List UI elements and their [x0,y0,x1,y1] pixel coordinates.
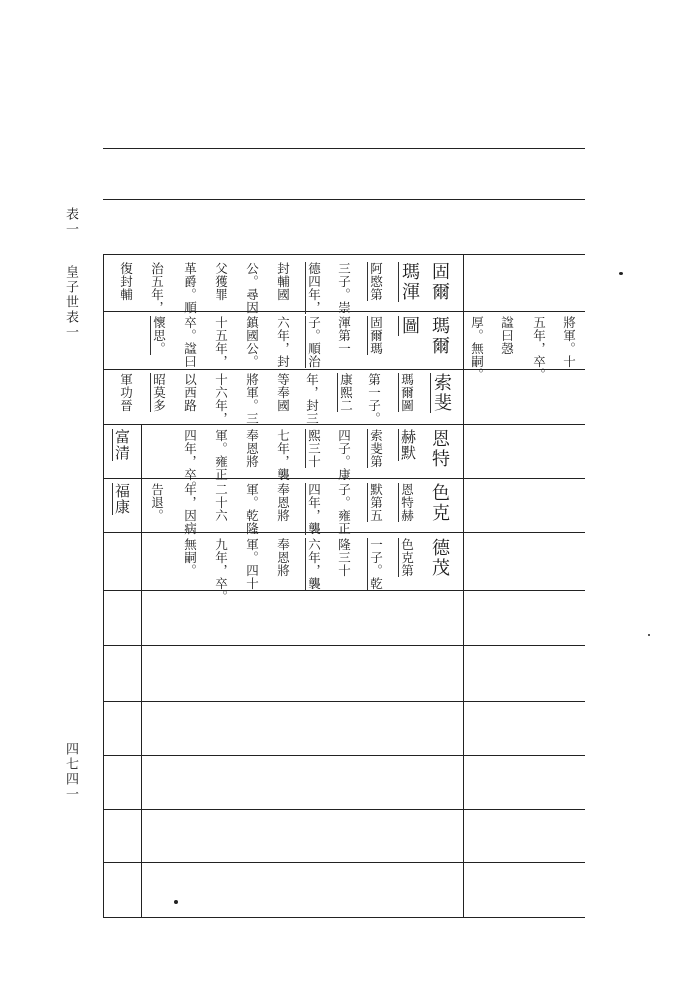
cell-text: 二十六 [213,483,229,522]
name-ma-hun: 瑪渾 [399,262,420,302]
table-rule [103,424,585,425]
name-fu-kang: 福康 [113,483,131,515]
cell-text: 固爾瑪 [368,316,384,355]
cell-text: 厚。無嗣。 [469,316,485,381]
cell-text: 昭莫多 [151,373,167,412]
cell-text: 瑪爾圖 [399,373,415,412]
scan-speck [174,900,178,904]
margin-subtitle: 皇子世表一 [63,265,78,340]
name-ma-er: 瑪爾 [429,316,450,356]
table-col-rule [463,254,464,917]
cell-text: 無嗣。 [182,538,198,577]
cell-text: 子。雍正 [336,483,352,535]
cell-text: 四年，卒。 [182,429,198,494]
cell-text: 三子。崇 [336,262,352,314]
cell-text: 六年，襲 [306,538,322,590]
table-col-rule [141,424,142,917]
cell-text: 將軍。十 [561,316,577,368]
table-rule [103,862,585,863]
cell-text: 子。順治 [306,316,322,368]
cell-text: 懷思。 [151,316,167,355]
table-rule [103,645,585,646]
cell-text: 十五年， [213,316,229,368]
cell-text: 軍。四十 [244,538,260,590]
scan-speck [648,634,650,636]
cell-text: 渾第一 [336,316,352,355]
cell-text: 四年，襲 [306,483,322,535]
cell-text: 阿愍第 [368,262,384,301]
table-rule [103,809,585,810]
table-rule [103,369,585,370]
name-tu: 圖 [399,316,420,336]
table-rule [103,254,585,255]
name-en-te: 恩特 [429,429,450,469]
name-suo-fei: 索斐 [431,373,452,413]
table-top-rule [103,148,585,149]
table-rule [103,755,585,756]
cell-text: 奉恩將 [275,483,291,522]
cell-text: 將軍。三 [244,373,260,425]
name-de-mao: 德茂 [429,538,450,578]
cell-text: 封輔國 [275,262,291,301]
cell-text: 第一子。 [366,373,382,425]
cell-text: 九年，卒。 [213,538,229,603]
table-rule [103,199,585,200]
scan-speck [619,272,623,275]
cell-text: 父獲罪 [213,262,229,301]
cell-text: 公。尋因 [244,262,260,314]
cell-text: 軍。雍正 [213,429,229,481]
table-bottom-rule [103,917,585,918]
cell-text: 康熙二 [338,373,354,412]
cell-text: 以西路 [182,373,198,412]
name-gu-er: 固爾 [429,262,450,302]
cell-text: 奉恩將 [275,538,291,577]
cell-text: 卒。諡曰 [182,316,198,368]
cell-text: 年，因病 [182,483,198,535]
cell-text: 熙三十 [306,429,322,468]
cell-text: 年，封三 [304,373,320,425]
cell-text: 恩特赫 [399,483,415,522]
cell-text: 索斐第 [368,429,384,468]
cell-text: 德四年， [306,262,322,314]
cell-text: 隆三十 [336,538,352,577]
cell-text: 六年，封 [275,316,291,368]
cell-text: 告退。 [149,483,165,522]
name-se-ke: 色克 [429,483,450,523]
cell-text: 鎮國公。 [244,316,260,368]
table-rule [103,590,585,591]
cell-text: 一子。乾 [368,538,384,590]
cell-text: 復封輔 [118,262,134,301]
cell-text: 四子。康 [336,429,352,481]
cell-text: 十六年， [213,373,229,425]
cell-text: 默第五 [368,483,384,522]
cell-text: 治五年， [149,262,165,314]
cell-text: 諡曰愨 [499,316,515,355]
page-number: 四七四一 [63,742,78,802]
name-fu-qing: 富清 [113,429,131,461]
cell-text: 七年，襲 [275,429,291,481]
cell-text: 色克第 [399,538,415,577]
cell-text: 等奉國 [275,373,291,412]
cell-text: 軍。乾隆 [244,483,260,535]
cell-text: 五年，卒。 [531,316,547,381]
cell-text: 奉恩將 [244,429,260,468]
cell-text: 革爵。順 [182,262,198,314]
margin-title: 表一 [63,207,78,237]
name-he-mo: 赫默 [399,429,417,461]
table-rule [103,701,585,702]
table-left-rule [103,254,104,917]
cell-text: 軍功晉 [118,373,134,412]
